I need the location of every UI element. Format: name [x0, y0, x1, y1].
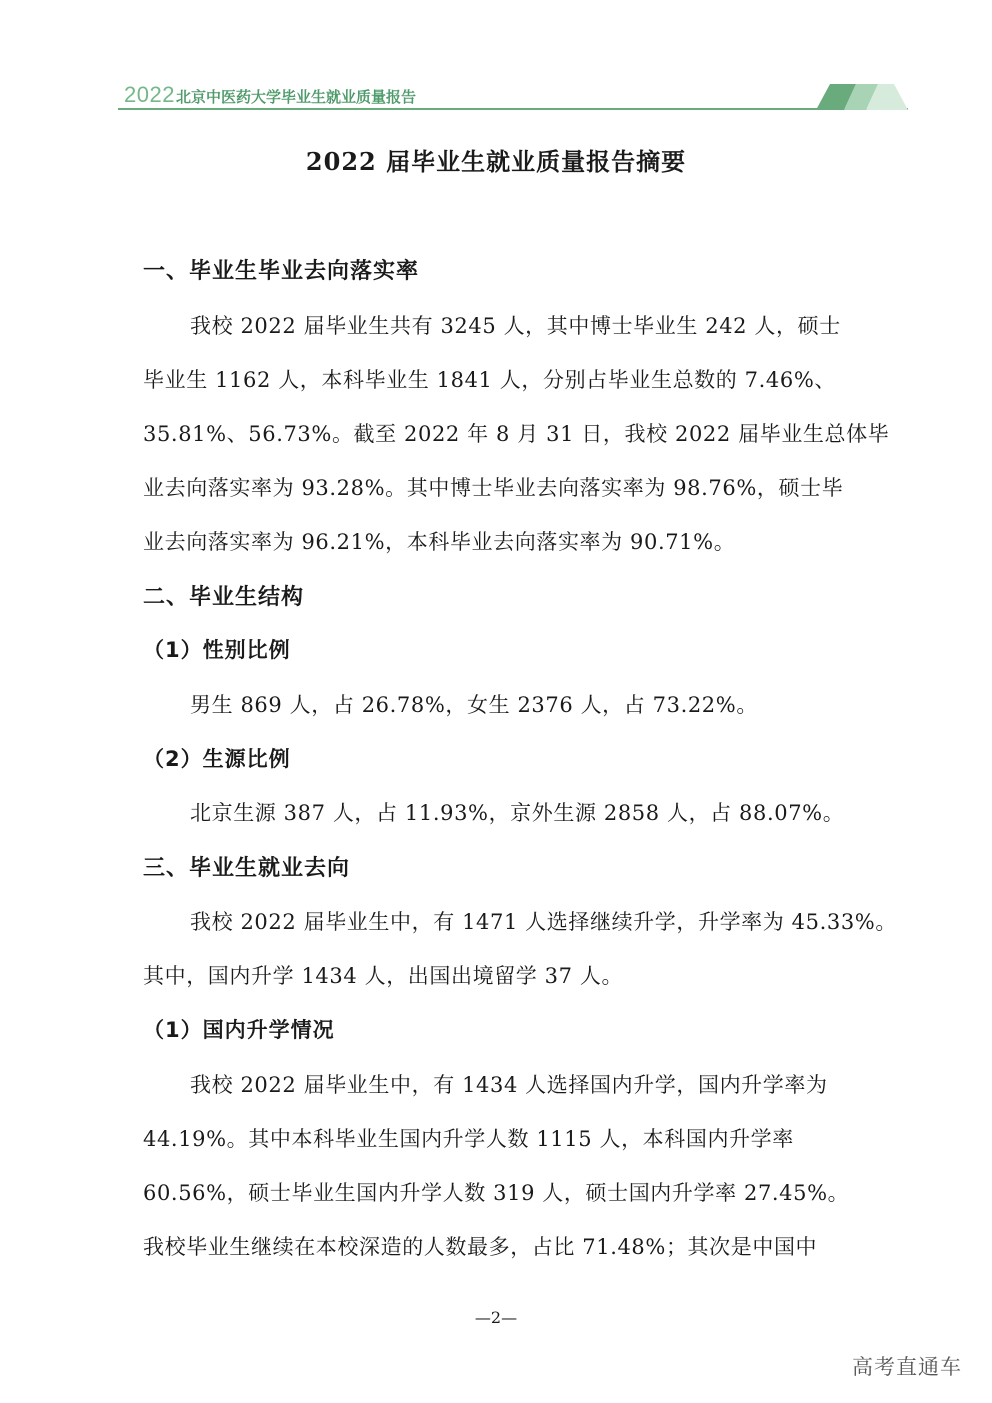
- header-title: 北京中医药大学毕业生就业质量报告: [176, 88, 417, 106]
- section-2-sub-2-heading: （2）生源比例: [143, 747, 291, 771]
- section-2-sub-1-line: 男生 869 人，占 26.78%，女生 2376 人，占 73.22%。: [190, 693, 758, 717]
- header-year: 2022: [124, 82, 175, 107]
- header-rule: [118, 108, 908, 110]
- section-1-line-1: 我校 2022 届毕业生共有 3245 人，其中博士毕业生 242 人，硕士: [190, 314, 841, 338]
- section-1-line-3: 35.81%、56.73%。截至 2022 年 8 月 31 日，我校 2022 届毕业生总体毕: [143, 422, 890, 446]
- section-3-line-2: 其中，国内升学 1434 人，出国出境留学 37 人。: [143, 964, 624, 988]
- section-1-line-2: 毕业生 1162 人，本科毕业生 1841 人，分别占毕业生总数的 7.46%、: [143, 368, 836, 392]
- section-3-line-1: 我校 2022 届毕业生中，有 1471 人选择继续升学，升学率为 45.33%。: [190, 910, 897, 934]
- section-2-sub-2-line: 北京生源 387 人，占 11.93%，京外生源 2858 人，占 88.07%。: [190, 801, 845, 825]
- watermark: 高考直通车: [852, 1355, 962, 1379]
- section-1-line-5: 业去向落实率为 96.21%，本科毕业去向落实率为 90.71%。: [143, 530, 736, 554]
- section-3-sub-1-line-2: 44.19%。其中本科毕业生国内升学人数 1115 人，本科国内升学率: [143, 1127, 794, 1151]
- section-1-line-4: 业去向落实率为 93.28%。其中博士毕业去向落实率为 98.76%，硕士毕: [143, 476, 844, 500]
- section-3-sub-1-line-1: 我校 2022 届毕业生中，有 1434 人选择国内升学，国内升学率为: [190, 1073, 828, 1097]
- section-3-sub-1-line-4: 我校毕业生继续在本校深造的人数最多，占比 71.48%；其次是中国中: [143, 1235, 818, 1259]
- section-3-sub-1-line-3: 60.56%，硕士毕业生国内升学人数 319 人，硕士国内升学率 27.45%。: [143, 1181, 850, 1205]
- section-2-heading: 二、毕业生结构: [143, 585, 305, 610]
- header-decoration-icon: [816, 84, 908, 110]
- section-2-sub-1-heading: （1）性别比例: [143, 638, 291, 662]
- section-3-heading: 三、毕业生就业去向: [143, 856, 351, 881]
- section-1-heading: 一、毕业生毕业去向落实率: [143, 259, 420, 284]
- page-header: [118, 78, 908, 112]
- page-number: —2—: [474, 1308, 518, 1327]
- section-3-sub-1-heading: （1）国内升学情况: [143, 1018, 335, 1042]
- document-title: 2022 届毕业生就业质量报告摘要: [305, 147, 687, 176]
